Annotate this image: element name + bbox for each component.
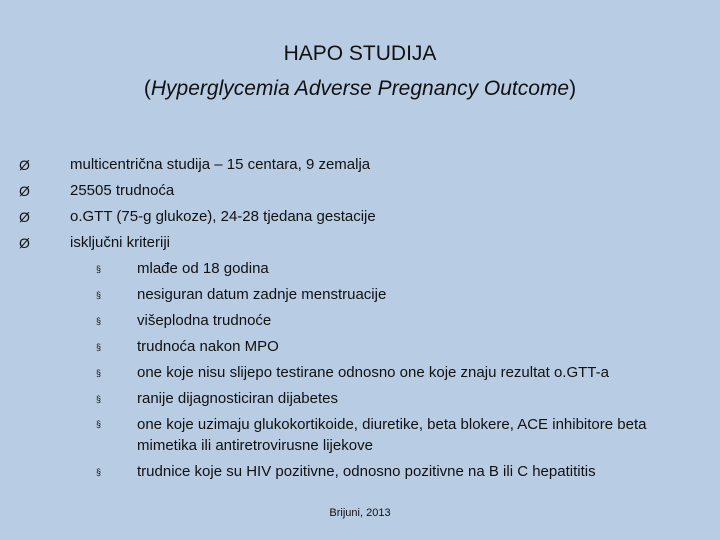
square-bullet-icon: § (96, 419, 102, 429)
sub-bullet-item (0, 256, 720, 282)
title-paren-open: ( (143, 77, 151, 100)
bullet-item (0, 204, 720, 230)
bullet-item (0, 230, 720, 256)
sub-bullet-item (0, 282, 720, 308)
title-line-1: HAPO STUDIJA (283, 42, 437, 65)
bullet-text: isključni kriteriji (70, 234, 171, 251)
sub-bullet-item (0, 386, 720, 412)
square-bullet-icon: § (96, 264, 102, 274)
sub-bullet-text: one koje nisu slijepo testirane odnosno one koje znaju rezultat o.GTT-a (137, 364, 609, 381)
sub-bullet-item (0, 412, 720, 459)
bullet-text: o.GTT (75-g glukoze), 24-28 tjedana gestacije (70, 208, 376, 225)
sub-bullet-text: one koje uzimaju glukokortikoide, diuretike, beta blokere, ACE inhibitore beta mimetika ili antiretrovirusne lijekove (137, 416, 647, 454)
sub-bullet-text: mlađe od 18 godina (137, 260, 269, 277)
square-bullet-icon: § (96, 467, 102, 477)
square-bullet-icon: § (96, 368, 102, 378)
title-subtitle: Hyperglycemia Adverse Pregnancy Outcome (150, 77, 570, 100)
sub-bullet-text: nesiguran datum zadnje menstruacije (137, 286, 387, 303)
sub-bullet-item (0, 308, 720, 334)
sub-bullet-text: ranije dijagnosticiran dijabetes (137, 390, 338, 407)
sub-bullet-item (0, 459, 720, 485)
sub-bullet-text: trudnice koje su HIV pozitivne, odnosno pozitivne na B ili C hepatititis (137, 463, 596, 480)
arrow-bullet-icon: Ø (19, 235, 30, 251)
sub-bullet-text: višeplodna trudnoće (137, 312, 272, 329)
square-bullet-icon: § (96, 394, 102, 404)
title-paren-close: ) (569, 77, 577, 100)
bullet-item (0, 178, 720, 204)
square-bullet-icon: § (96, 290, 102, 300)
sub-bullet-item (0, 334, 720, 360)
footer-text: Brijuni, 2013 (329, 507, 391, 519)
square-bullet-icon: § (96, 342, 102, 352)
sub-bullet-list (0, 256, 720, 485)
arrow-bullet-icon: Ø (19, 157, 30, 173)
title-line-2 (0, 71, 720, 106)
bullet-text: multicentrična studija – 15 centara, 9 zemalja (70, 156, 371, 173)
arrow-bullet-icon: Ø (19, 183, 30, 199)
bullet-text: 25505 trudnoća (70, 182, 175, 199)
square-bullet-icon: § (96, 316, 102, 326)
bullet-list (0, 152, 720, 256)
sub-bullet-item (0, 360, 720, 386)
bullet-item (0, 152, 720, 178)
arrow-bullet-icon: Ø (19, 209, 30, 225)
sub-bullet-text: trudnoća nakon MPO (137, 338, 279, 355)
slide-title (0, 36, 720, 106)
